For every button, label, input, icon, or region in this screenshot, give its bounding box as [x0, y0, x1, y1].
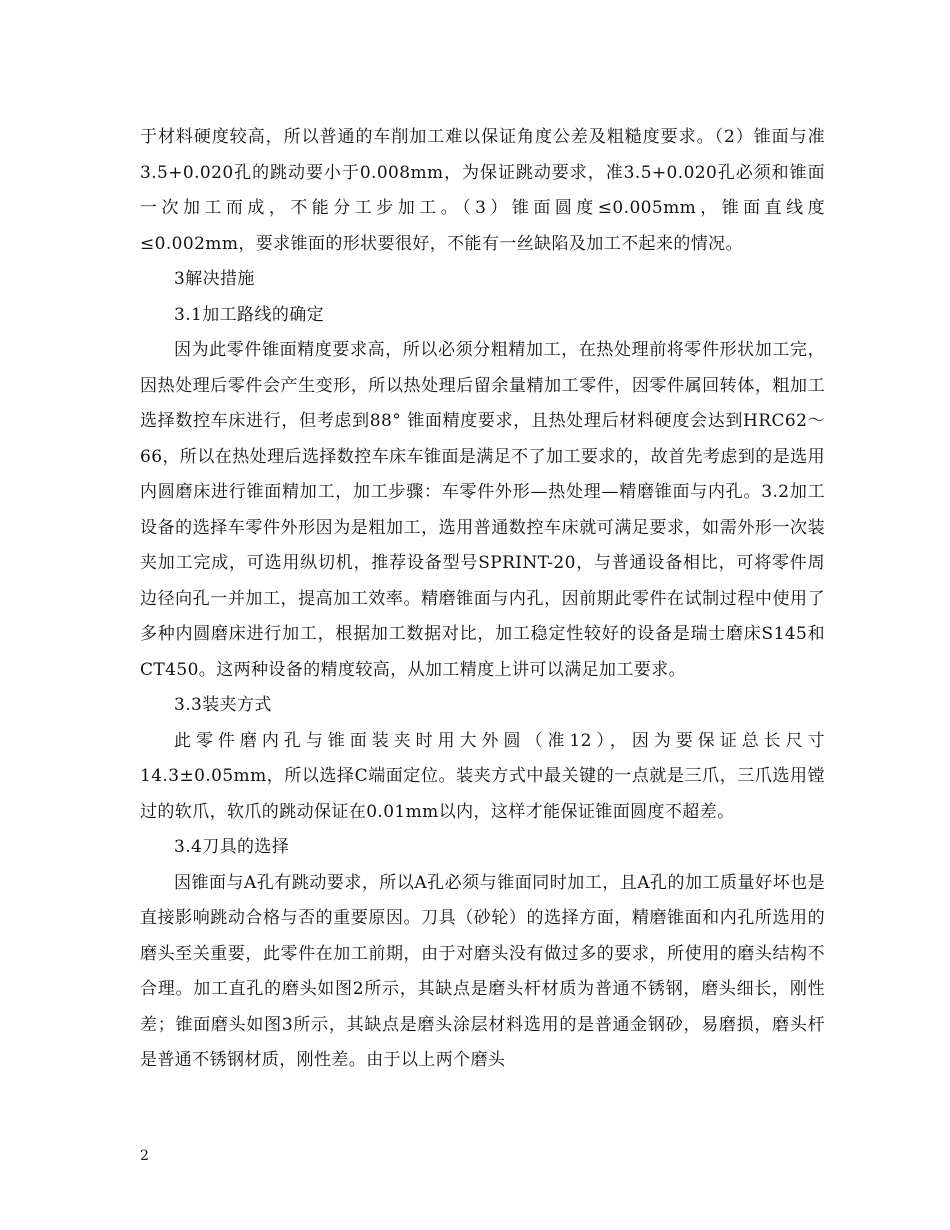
page-number: 2: [140, 1148, 149, 1164]
subsection-heading-3-4: 3.4刀具的选择: [174, 837, 290, 857]
paragraph-clamping-method: 此零件磨内孔与锥面装夹时用大外圆（准12），因为要保证总长尺寸14.3±0.05mm，所以选择C端面定位。装夹方式中最关键的一点就是三爪，三爪选用镗过的软爪，软爪的跳动保证在0.01mm以内，这样才能保证锥面圆度不超差。: [140, 730, 825, 822]
body-text: [140, 120, 825, 1079]
paragraph-processing-route: 因为此零件锥面精度要求高，所以必须分粗精加工，在热处理前将零件形状加工完，因热处理后零件会产生变形，所以热处理后留余量精加工零件，因零件属回转体，粗加工选择数控车床进行，但考虑到88° 锥面精度要求，且热处理后材料硬度会达到HRC62～66，所以在热处理后选择数控车床车锥面是满足不了加工要求的，故首先考虑到的是选用内圆磨床进行锥面精加工，加工步骤：车零件外形—热处理—精磨锥面与内孔。3.2加工设备的选择车零件外形因为是粗加工，选用普通数控车床就可满足要求，如需外形一次装夹加工完成，可选用纵切机，推荐设备型号SPRINT-20，与普通设备相比，可将零件周边径向孔一并加工，提高加工效率。精磨锥面与内孔，因前期此零件在试制过程中使用了多种内圆磨床进行加工，根据加工数据对比，加工稳定性较好的设备是瑞士磨床S145和CT450。这两种设备的精度较高，从加工精度上讲可以满足加工要求。: [140, 340, 825, 680]
paragraph-requirements: 于材料硬度较高，所以普通的车削加工难以保证角度公差及粗糙度要求。（2）锥面与准3.5+0.020孔的跳动要小于0.008mm，为保证跳动要求，准3.5+0.020孔必须和锥面一次加工而成，不能分工步加工。（3）锥面圆度≤0.005mm，锥面直线度≤0.002mm，要求锥面的形状要很好，不能有一丝缺陷及加工不起来的情况。: [140, 127, 825, 254]
subsection-heading-3-3: 3.3装夹方式: [174, 695, 272, 715]
section-heading-3: 3解决措施: [174, 269, 255, 289]
paragraph-tool-selection: 因锥面与A孔有跳动要求，所以A孔必须与锥面同时加工，且A孔的加工质量好坏也是直接影响跳动合格与否的重要原因。刀具（砂轮）的选择方面，精磨锥面和内孔所选用的磨头至关重要，此零件在加工前期，由于对磨头没有做过多的要求，所使用的磨头结构不合理。加工直孔的磨头如图2所示，其缺点是磨头杆材质为普通不锈钢，磨头细长，刚性差；锥面磨头如图3所示，其缺点是磨头涂层材料选用的是普通金钢砂，易磨损，磨头杆是普通不锈钢材质，刚性差。由于以上两个磨头: [140, 872, 825, 1070]
subsection-heading-3-1: 3.1加工路线的确定: [174, 304, 325, 325]
